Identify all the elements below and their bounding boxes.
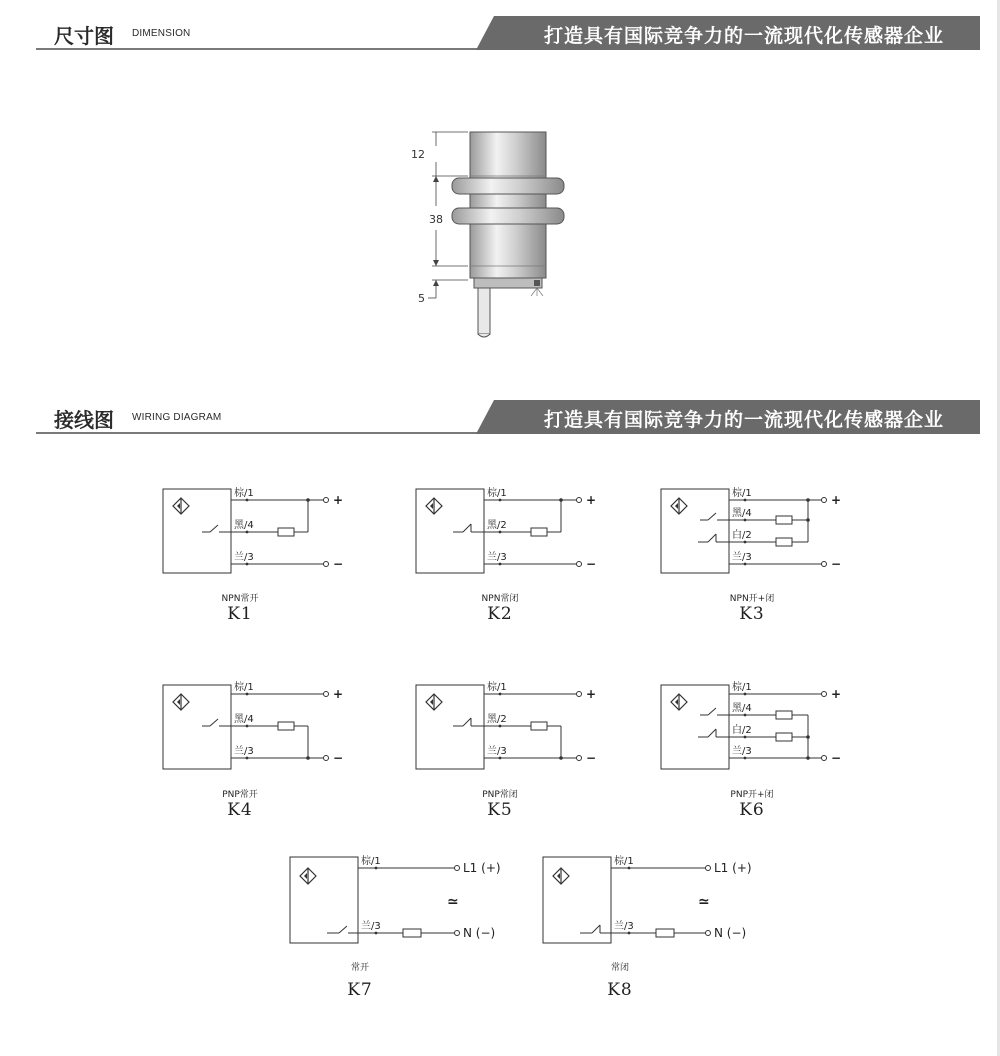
load-resistor [776,733,792,741]
slogan-text: 打造具有国际竞争力的一流现代化传感器企业 [543,25,944,47]
ac-symbol: ≃ [447,894,459,910]
load-resistor [278,722,294,730]
wiring-diagram-k1 [160,484,360,580]
wire-label-blue: 兰/3 [487,746,507,757]
wire-label-blue: 兰/3 [234,552,254,563]
diagram-type-k8: 常闭 [610,963,629,973]
terminal-plus: + [333,687,344,701]
terminal-plus: + [586,493,597,507]
wire-label-brown: 棕/1 [732,488,752,499]
terminal-minus: − [333,557,344,571]
load-resistor [278,528,294,536]
dim-label-5: 5 [418,292,425,305]
wire-label-white: 白/2 [732,530,752,541]
wire-label-black: 黑/4 [732,508,752,519]
load-resistor [776,538,792,546]
wire-label-blue: 兰/3 [732,746,752,757]
wire-label-brown: 棕/1 [234,488,254,499]
wire-label-brown: 棕/1 [614,856,634,867]
slogan-text: 打造具有国际竞争力的一流现代化传感器企业 [543,409,944,431]
wire-label-black: 黑/4 [732,703,752,714]
wire-label-white: 白/2 [732,725,752,736]
diagram-type-k5: PNP常闭 [482,790,518,800]
terminal-minus: − [831,751,842,765]
load-resistor [776,711,792,719]
sensor-symbol-icon [671,694,687,710]
diagram-code-k6: K6 [739,800,765,820]
ac-symbol: ≃ [698,894,710,910]
terminal-minus: − [586,751,597,765]
diagram-code-k8: K8 [607,980,633,1000]
diagram-type-k4: PNP常开 [222,790,258,800]
wire-label-blue: 兰/3 [732,552,752,563]
wire-label-brown: 棕/1 [487,682,507,693]
diagram-type-k7: 常开 [350,963,369,973]
load-resistor [656,929,674,937]
terminal-minus: − [831,557,842,571]
wiring-diagram-k3 [658,484,858,580]
diagram-code-k3: K3 [739,604,765,624]
dimension-title-cn: 尺寸图 [54,24,114,48]
diagram-type-k6: PNP开+闭 [730,790,774,800]
load-resistor [531,528,547,536]
diagram-type-k3: NPN开+闭 [729,594,775,604]
wiring-diagram-k8 [540,852,780,948]
terminal-plus: + [831,493,842,507]
diagram-type-k1: NPN常开 [221,594,259,604]
wire-label-brown: 棕/1 [361,856,381,867]
terminal-plus: + [831,687,842,701]
wiring-title-cn: 接线图 [54,408,114,432]
wire-label-blue: 兰/3 [234,746,254,757]
load-resistor [531,722,547,730]
load-resistor [776,516,792,524]
wire-label-black: 黑/4 [234,714,254,725]
wire-label-black: 黑/4 [234,520,254,531]
sensor-symbol-icon [671,498,687,514]
terminal-L1: L1 (+) [463,861,501,875]
wire-label-blue: 兰/3 [614,921,634,932]
terminal-plus: + [333,493,344,507]
wiring-diagram-k7 [287,852,527,948]
diagram-code-k5: K5 [487,800,513,820]
dim-label-38: 38 [429,213,443,226]
diagram-code-k1: K1 [227,604,253,624]
terminal-minus: − [333,751,344,765]
dim-label-12: 12 [411,148,425,161]
terminal-L1: L1 (+) [714,861,752,875]
sensor-symbol-icon [553,868,569,884]
wiring-diagram-k5 [413,680,613,776]
wire-label-black: 黑/2 [487,520,507,531]
diagram-code-k7: K7 [347,980,373,1000]
load-resistor [403,929,421,937]
dimension-title-en: DIMENSION [132,28,191,39]
wiring-diagram-k4 [160,680,360,776]
sensor-symbol-icon [426,694,442,710]
wiring-section-header [36,400,980,448]
diagram-type-k2: NPN常闭 [481,594,519,604]
sensor-dimension-drawing [380,120,620,350]
dimension-section-header [36,16,980,64]
terminal-N: N (−) [714,926,747,940]
wire-label-brown: 棕/1 [234,682,254,693]
wire-label-brown: 棕/1 [732,682,752,693]
wiring-diagram-k2 [413,484,613,580]
diagram-code-k4: K4 [227,800,253,820]
wire-label-black: 黑/2 [487,714,507,725]
wiring-title-en: WIRING DIAGRAM [132,412,222,423]
wire-label-brown: 棕/1 [487,488,507,499]
sensor-symbol-icon [173,498,189,514]
sensor-symbol-icon [173,694,189,710]
wiring-diagram-k6 [658,680,858,776]
wire-label-blue: 兰/3 [361,921,381,932]
wire-label-blue: 兰/3 [487,552,507,563]
terminal-minus: − [586,557,597,571]
diagram-code-k2: K2 [487,604,513,624]
sensor-symbol-icon [300,868,316,884]
terminal-plus: + [586,687,597,701]
terminal-N: N (−) [463,926,496,940]
sensor-symbol-icon [426,498,442,514]
